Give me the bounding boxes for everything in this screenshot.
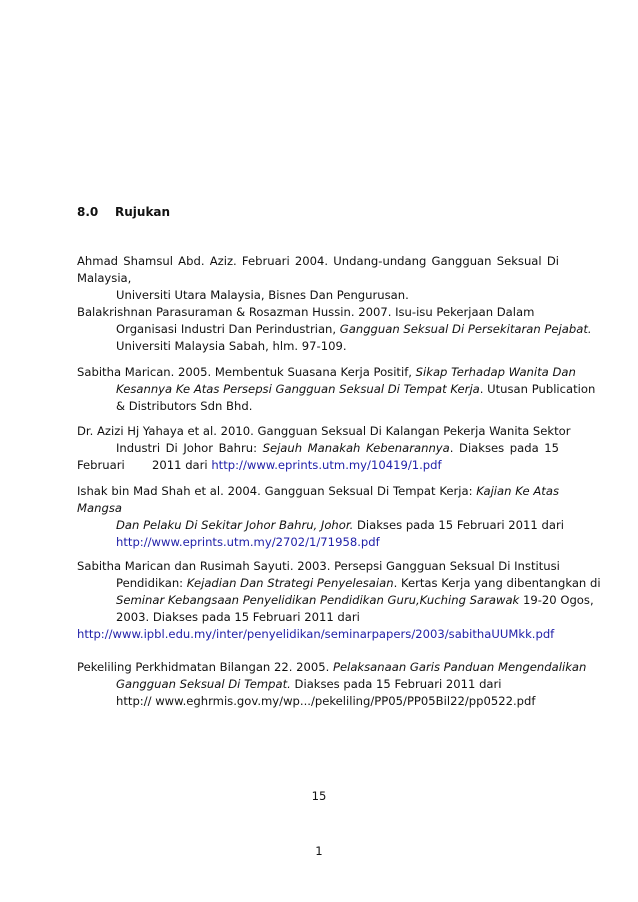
reference-entry bbox=[77, 626, 559, 643]
ref-line: Industri Di Johor Bahru: Sejauh Manakah Kebenarannya. Diakses pada 15 bbox=[116, 441, 559, 455]
section-title: Rujukan bbox=[115, 205, 171, 219]
ref-line: Seminar Kebangsaan Penyelidikan Pendidikan Guru,Kuching Sarawak 19-20 Ogos, bbox=[116, 593, 594, 607]
reference-link[interactable]: http://www.eprints.utm.my/2702/1/71958.pdf bbox=[116, 535, 380, 549]
section-page-number: 15 bbox=[311, 789, 327, 803]
ref-line: Pendidikan: Kejadian Dan Strategi Penyelesaian. Kertas Kerja yang dibentangkan di bbox=[116, 576, 601, 590]
reference-entry bbox=[77, 483, 564, 551]
ref-line: Dan Pelaku Di Sekitar Johor Bahru, Johor. Diakses pada 15 Februari 2011 dari bbox=[116, 518, 564, 532]
ref-line: http:// www.eghrmis.gov.my/wp.../pekeliling/PP05/PP05Bil22/pp0522.pdf bbox=[116, 694, 536, 708]
reference-link[interactable]: http://www.ipbl.edu.my/inter/penyelidikan/seminarpapers/2003/sabithaUUMkk.pdf bbox=[77, 627, 555, 641]
ref-line: Universiti Utara Malaysia, Bisnes Dan Pengurusan. bbox=[116, 288, 409, 302]
reference-entry bbox=[77, 364, 596, 415]
ref-line: Ishak bin Mad Shah et al. 2004. Gangguan Seksual Di Tempat Kerja: Kajian Ke Atas bbox=[77, 484, 559, 498]
ref-line: Februari 2011 dari http://www.eprints.utm.my/10419/1.pdf bbox=[77, 458, 442, 472]
ref-line: Ahmad Shamsul Abd. Aziz. Februari 2004. Undang-undang Gangguan Seksual Di bbox=[77, 254, 559, 268]
ref-line: Universiti Malaysia Sabah, hlm. 97-109. bbox=[116, 339, 347, 353]
reference-entry bbox=[77, 304, 592, 355]
reference-entry bbox=[77, 558, 601, 626]
ref-line: Malaysia, bbox=[77, 271, 132, 285]
ref-line: Mangsa bbox=[77, 501, 122, 515]
ref-line: Sabitha Marican dan Rusimah Sayuti. 2003. Persepsi Gangguan Seksual Di Institusi bbox=[77, 559, 560, 573]
reference-entry bbox=[77, 423, 571, 474]
ref-line: & Distributors Sdn Bhd. bbox=[116, 399, 253, 413]
section-number: 8.0 bbox=[77, 205, 99, 219]
document-page-number: 1 bbox=[315, 844, 323, 858]
ref-line: Balakrishnan Parasuraman & Rosazman Hussin. 2007. Isu-isu Pekerjaan Dalam bbox=[77, 305, 535, 319]
ref-line: Pekeliling Perkhidmatan Bilangan 22. 2005. Pelaksanaan Garis Panduan Mengendalikan bbox=[77, 660, 587, 674]
ref-line: Dr. Azizi Hj Yahaya et al. 2010. Gangguan Seksual Di Kalangan Pekerja Wanita Sektor bbox=[77, 424, 571, 438]
section-heading bbox=[77, 204, 170, 221]
reference-entry bbox=[77, 659, 587, 710]
ref-line: Kesannya Ke Atas Persepsi Gangguan Seksual Di Tempat Kerja. Utusan Publication bbox=[116, 382, 596, 396]
reference-entry bbox=[77, 253, 559, 304]
ref-line: Gangguan Seksual Di Tempat. Diakses pada 15 Februari 2011 dari bbox=[116, 677, 502, 691]
ref-line: Organisasi Industri Dan Perindustrian, Gangguan Seksual Di Persekitaran Pejabat. bbox=[116, 322, 592, 336]
ref-line: 2003. Diakses pada 15 Februari 2011 dari bbox=[116, 610, 360, 624]
reference-link[interactable]: http://www.eprints.utm.my/10419/1.pdf bbox=[211, 458, 442, 472]
ref-line: Sabitha Marican. 2005. Membentuk Suasana Kerja Positif, Sikap Terhadap Wanita Dan bbox=[77, 365, 576, 379]
